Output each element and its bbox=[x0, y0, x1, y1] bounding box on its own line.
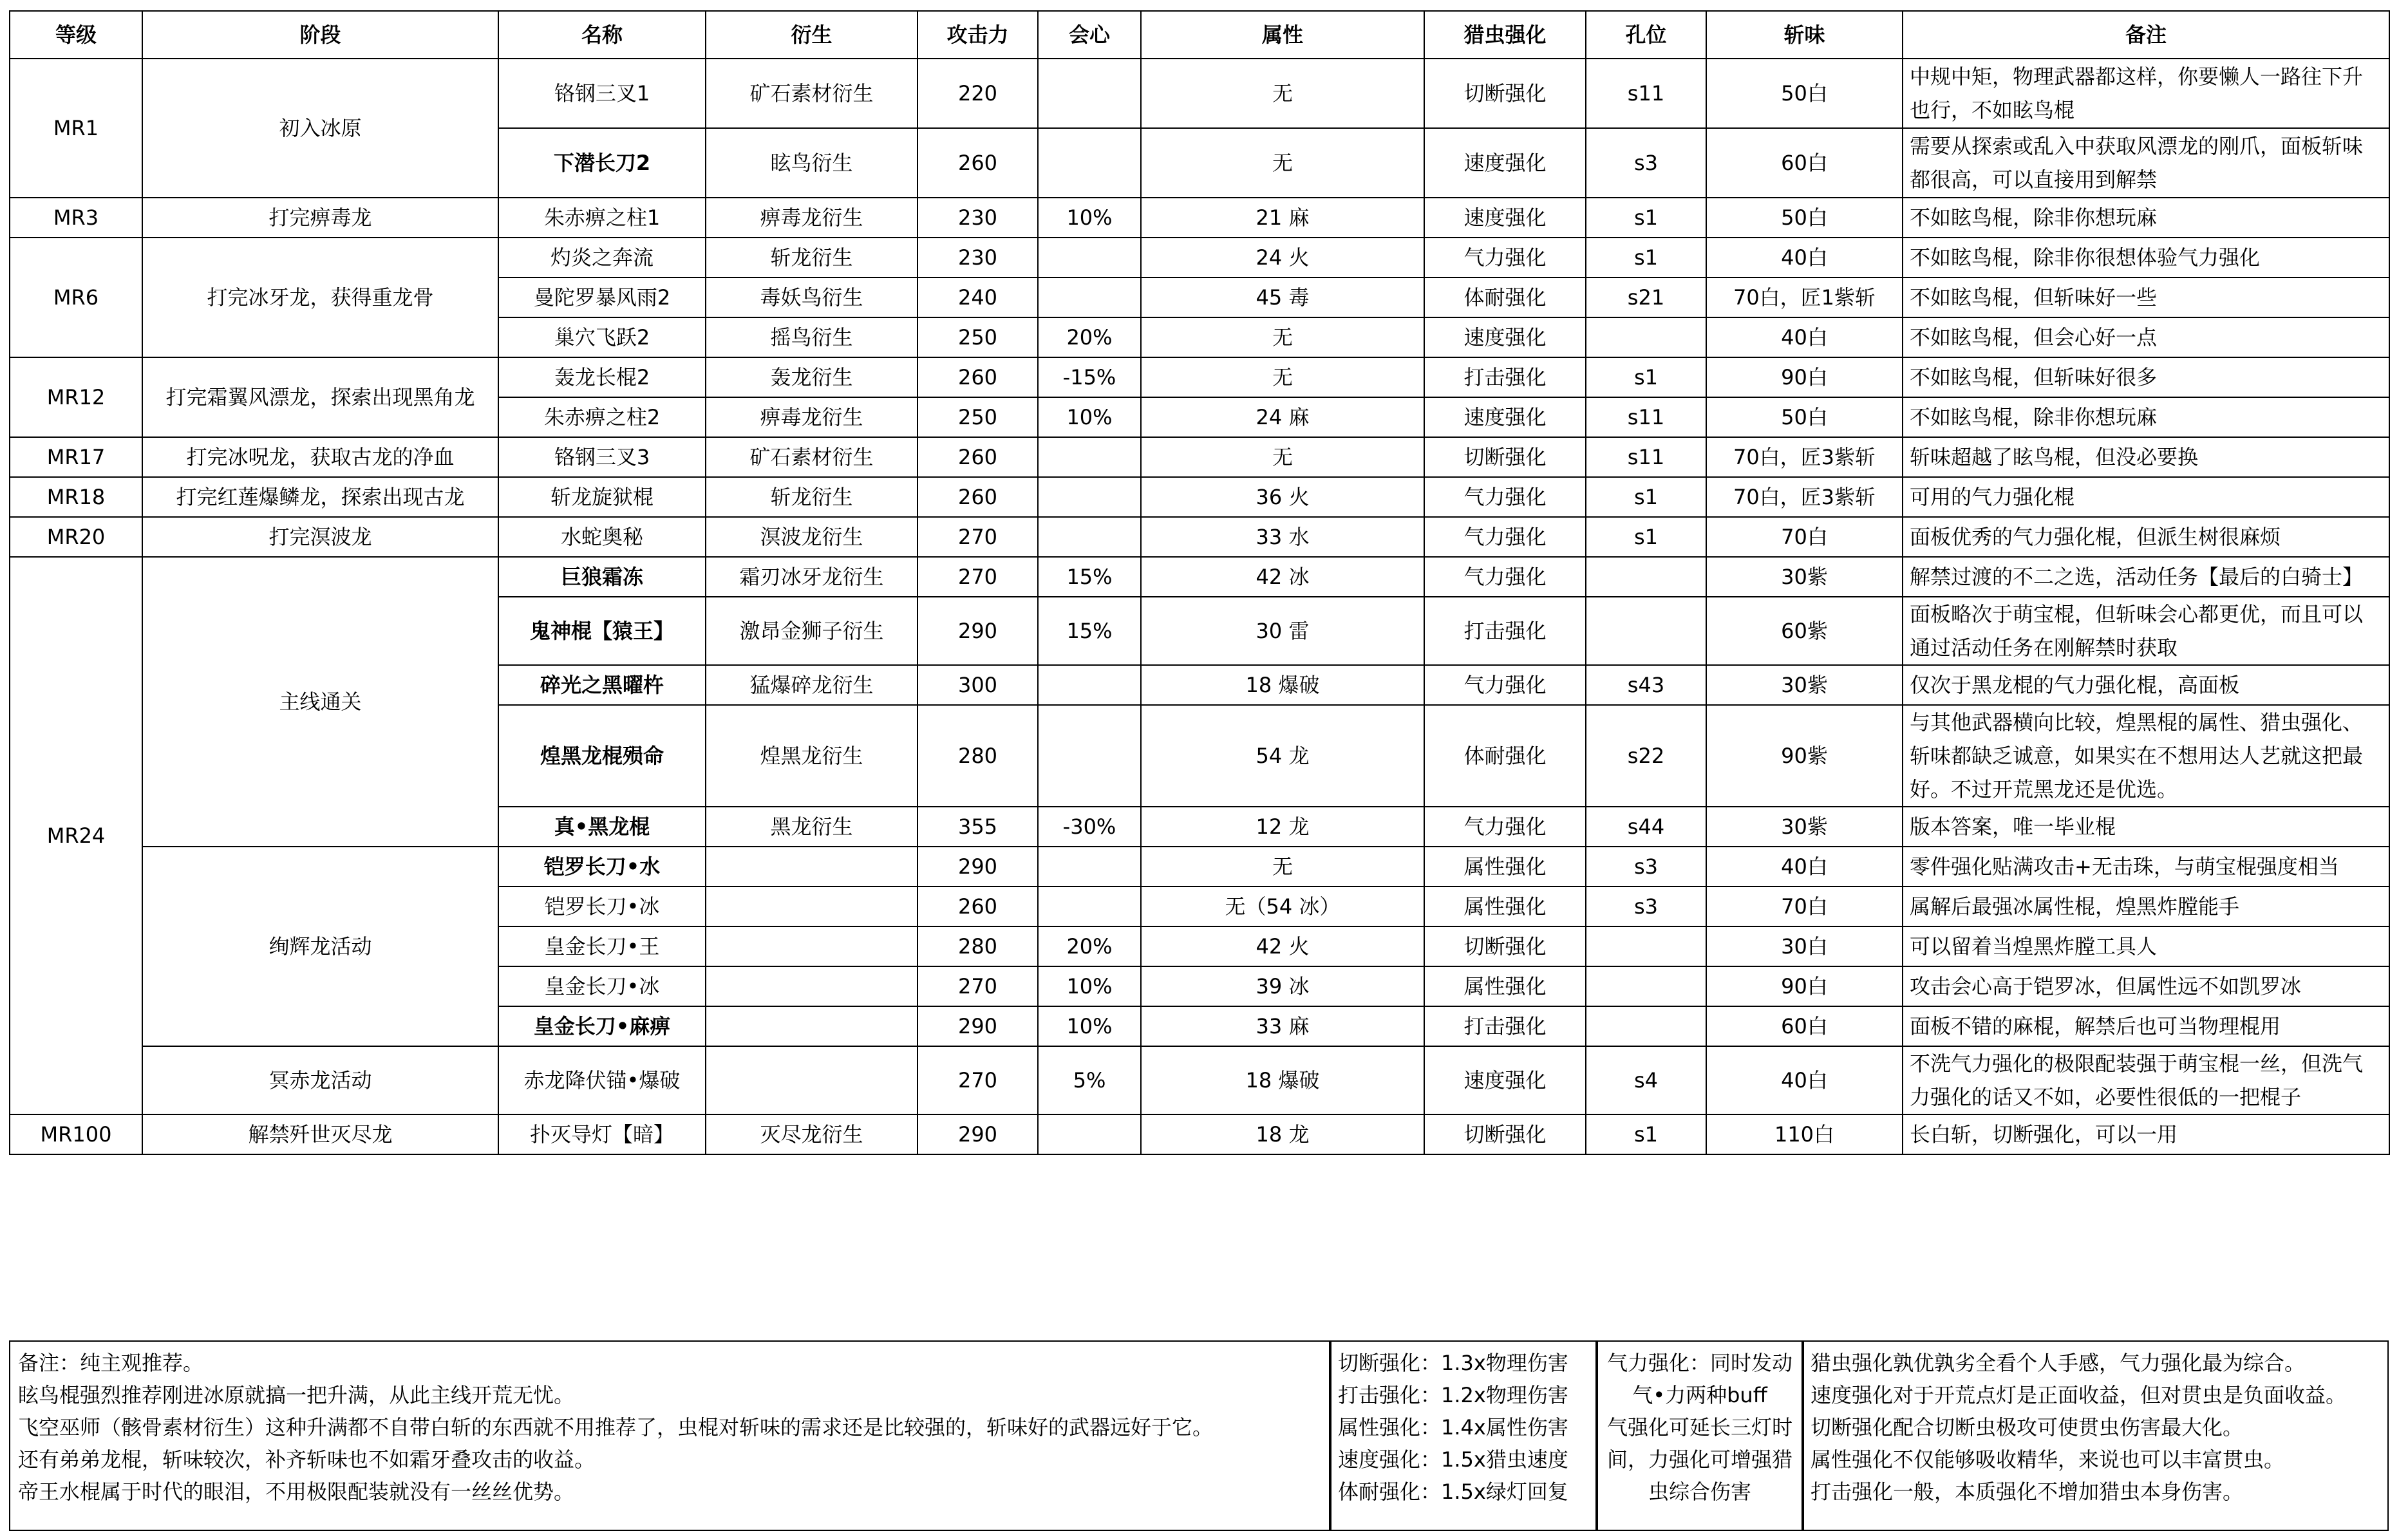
crit-cell bbox=[1038, 665, 1141, 705]
attack-cell: 250 bbox=[917, 397, 1038, 437]
element-cell: 39 冰 bbox=[1141, 966, 1424, 1006]
crit-cell bbox=[1038, 277, 1141, 317]
sharpness-cell: 70白 bbox=[1706, 517, 1903, 557]
kinsect-bonus-cell: 速度强化 bbox=[1424, 128, 1586, 198]
attack-cell: 260 bbox=[917, 357, 1038, 397]
remark-cell: 不洗气力强化的极限配装强于萌宝棍一丝，但洗气力强化的话又不如，必要性很低的一把棍子 bbox=[1903, 1046, 2389, 1114]
remark-cell: 面板优秀的气力强化棍，但派生树很麻烦 bbox=[1903, 517, 2389, 557]
sharpness-cell: 90紫 bbox=[1706, 705, 1903, 807]
crit-cell: 10% bbox=[1038, 1006, 1141, 1046]
table-row bbox=[10, 437, 2389, 477]
level-cell: MR1 bbox=[10, 59, 142, 198]
kinsect-bonus-cell: 气力强化 bbox=[1424, 238, 1586, 277]
sharpness-cell: 40白 bbox=[1706, 847, 1903, 887]
attack-cell: 260 bbox=[917, 128, 1038, 198]
slot-cell bbox=[1586, 317, 1706, 357]
stage-cell: 冥赤龙活动 bbox=[142, 1046, 498, 1114]
derive-cell bbox=[706, 887, 917, 926]
table-row bbox=[10, 59, 2389, 128]
column-header: 攻击力 bbox=[917, 11, 1038, 59]
slot-cell: s1 bbox=[1586, 238, 1706, 277]
derive-cell: 轰龙衍生 bbox=[706, 357, 917, 397]
weapon-name: 赤龙降伏锚•爆破 bbox=[498, 1046, 706, 1114]
column-header: 孔位 bbox=[1586, 11, 1706, 59]
remark-cell: 零件强化贴满攻击+无击珠，与萌宝棍强度相当 bbox=[1903, 847, 2389, 887]
level-cell: MR18 bbox=[10, 477, 142, 517]
attack-cell: 230 bbox=[917, 198, 1038, 238]
kinsect-bonus-cell: 打击强化 bbox=[1424, 357, 1586, 397]
derive-cell: 毒妖鸟衍生 bbox=[706, 277, 917, 317]
derive-cell: 灭尽龙衍生 bbox=[706, 1114, 917, 1154]
weapon-name: 鬼神棍【猿王】 bbox=[498, 597, 706, 665]
derive-cell: 矿石素材衍生 bbox=[706, 59, 917, 128]
sharpness-cell: 110白 bbox=[1706, 1114, 1903, 1154]
crit-cell: 10% bbox=[1038, 397, 1141, 437]
crit-cell: 5% bbox=[1038, 1046, 1141, 1114]
column-header: 等级 bbox=[10, 11, 142, 59]
slot-cell: s11 bbox=[1586, 59, 1706, 128]
level-cell: MR3 bbox=[10, 198, 142, 238]
remark-cell: 中规中矩，物理武器都这样，你要懒人一路往下升也行，不如眩鸟棍 bbox=[1903, 59, 2389, 128]
crit-cell bbox=[1038, 887, 1141, 926]
stage-cell: 绚辉龙活动 bbox=[142, 847, 498, 1046]
weapon-name: 皇金长刀•王 bbox=[498, 926, 706, 966]
weapon-name: 下潜长刀2 bbox=[498, 128, 706, 198]
sharpness-cell: 90白 bbox=[1706, 966, 1903, 1006]
level-cell: MR100 bbox=[10, 1114, 142, 1154]
slot-cell: s1 bbox=[1586, 1114, 1706, 1154]
sharpness-cell: 70白，匠3紫斩 bbox=[1706, 437, 1903, 477]
element-cell: 无 bbox=[1141, 357, 1424, 397]
crit-cell: 10% bbox=[1038, 198, 1141, 238]
level-cell: MR24 bbox=[10, 557, 142, 1114]
attack-cell: 260 bbox=[917, 887, 1038, 926]
remark-cell: 属解后最强冰属性棍，煌黑炸膛能手 bbox=[1903, 887, 2389, 926]
remark-cell: 与其他武器横向比较，煌黑棍的属性、猎虫强化、斩味都缺乏诚意，如果实在不想用达人艺就这把最好。不过开荒黑龙还是优选。 bbox=[1903, 705, 2389, 807]
weapon-name: 铠罗长刀•冰 bbox=[498, 887, 706, 926]
derive-cell bbox=[706, 1006, 917, 1046]
stage-cell: 打完冰呪龙，获取古龙的净血 bbox=[142, 437, 498, 477]
remark-cell: 不如眩鸟棍，但会心好一点 bbox=[1903, 317, 2389, 357]
derive-cell: 摇鸟衍生 bbox=[706, 317, 917, 357]
slot-cell bbox=[1586, 597, 1706, 665]
weapon-name: 煌黑龙棍殒命 bbox=[498, 705, 706, 807]
column-header: 备注 bbox=[1903, 11, 2389, 59]
crit-cell bbox=[1038, 238, 1141, 277]
remark-cell: 解禁过渡的不二之选，活动任务【最后的白骑士】 bbox=[1903, 557, 2389, 597]
weapon-name: 朱赤痹之柱2 bbox=[498, 397, 706, 437]
stage-cell: 解禁歼世灭尽龙 bbox=[142, 1114, 498, 1154]
crit-cell bbox=[1038, 1114, 1141, 1154]
attack-cell: 270 bbox=[917, 1046, 1038, 1114]
kinsect-bonus-cell: 气力强化 bbox=[1424, 557, 1586, 597]
weapon-name: 朱赤痹之柱1 bbox=[498, 198, 706, 238]
kinsect-bonus-cell: 速度强化 bbox=[1424, 198, 1586, 238]
crit-cell bbox=[1038, 847, 1141, 887]
kinsect-bonus-cell: 属性强化 bbox=[1424, 847, 1586, 887]
derive-cell: 斩龙衍生 bbox=[706, 238, 917, 277]
slot-cell: s21 bbox=[1586, 277, 1706, 317]
slot-cell: s11 bbox=[1586, 437, 1706, 477]
slot-cell: s44 bbox=[1586, 807, 1706, 847]
derive-cell: 激昂金狮子衍生 bbox=[706, 597, 917, 665]
crit-cell bbox=[1038, 705, 1141, 807]
sharpness-cell: 50白 bbox=[1706, 59, 1903, 128]
element-cell: 33 水 bbox=[1141, 517, 1424, 557]
table-row bbox=[10, 477, 2389, 517]
remark-cell: 长白斩，切断强化，可以一用 bbox=[1903, 1114, 2389, 1154]
column-header: 属性 bbox=[1141, 11, 1424, 59]
weapon-name: 灼炎之奔流 bbox=[498, 238, 706, 277]
weapon-name: 碎光之黑曜杵 bbox=[498, 665, 706, 705]
table-row bbox=[10, 1046, 2389, 1114]
attack-cell: 250 bbox=[917, 317, 1038, 357]
element-cell: 42 火 bbox=[1141, 926, 1424, 966]
attack-cell: 290 bbox=[917, 597, 1038, 665]
slot-cell: s3 bbox=[1586, 128, 1706, 198]
derive-cell: 黑龙衍生 bbox=[706, 807, 917, 847]
crit-cell bbox=[1038, 517, 1141, 557]
remark-cell: 面板略次于萌宝棍，但斩味会心都更优，而且可以通过活动任务在刚解禁时获取 bbox=[1903, 597, 2389, 665]
attack-cell: 270 bbox=[917, 966, 1038, 1006]
kinsect-bonus-cell: 切断强化 bbox=[1424, 59, 1586, 128]
derive-cell bbox=[706, 926, 917, 966]
kinsect-bonus-cell: 速度强化 bbox=[1424, 397, 1586, 437]
slot-cell bbox=[1586, 557, 1706, 597]
kinsect-bonus-cell: 切断强化 bbox=[1424, 437, 1586, 477]
attack-cell: 270 bbox=[917, 517, 1038, 557]
crit-cell: 20% bbox=[1038, 317, 1141, 357]
sharpness-cell: 40白 bbox=[1706, 1046, 1903, 1114]
slot-cell bbox=[1586, 1006, 1706, 1046]
element-cell: 42 冰 bbox=[1141, 557, 1424, 597]
weapon-name: 斩龙旋狱棍 bbox=[498, 477, 706, 517]
remark-cell: 仅次于黑龙棍的气力强化棍，高面板 bbox=[1903, 665, 2389, 705]
sharpness-cell: 40白 bbox=[1706, 238, 1903, 277]
weapon-name: 扑灭导灯【暗】 bbox=[498, 1114, 706, 1154]
stage-cell: 初入冰原 bbox=[142, 59, 498, 198]
crit-cell: -30% bbox=[1038, 807, 1141, 847]
derive-cell: 煌黑龙衍生 bbox=[706, 705, 917, 807]
attack-cell: 220 bbox=[917, 59, 1038, 128]
derive-cell: 猛爆碎龙衍生 bbox=[706, 665, 917, 705]
weapon-name: 巢穴飞跃2 bbox=[498, 317, 706, 357]
weapon-name: 铬钢三叉3 bbox=[498, 437, 706, 477]
remark-cell: 可以留着当煌黑炸膛工具人 bbox=[1903, 926, 2389, 966]
attack-cell: 230 bbox=[917, 238, 1038, 277]
element-cell: 无 bbox=[1141, 59, 1424, 128]
crit-cell bbox=[1038, 477, 1141, 517]
weapon-name: 巨狼霜冻 bbox=[498, 557, 706, 597]
attack-cell: 280 bbox=[917, 705, 1038, 807]
element-cell: 12 龙 bbox=[1141, 807, 1424, 847]
sharpness-cell: 50白 bbox=[1706, 198, 1903, 238]
kinsect-bonus-cell: 切断强化 bbox=[1424, 1114, 1586, 1154]
attack-cell: 290 bbox=[917, 1006, 1038, 1046]
kinsect-bonus-cell: 打击强化 bbox=[1424, 1006, 1586, 1046]
slot-cell: s1 bbox=[1586, 198, 1706, 238]
sharpness-cell: 30紫 bbox=[1706, 807, 1903, 847]
derive-cell bbox=[706, 847, 917, 887]
slot-cell: s43 bbox=[1586, 665, 1706, 705]
sharpness-cell: 60紫 bbox=[1706, 597, 1903, 665]
kinsect-bonus-cell: 属性强化 bbox=[1424, 966, 1586, 1006]
sharpness-cell: 70白，匠3紫斩 bbox=[1706, 477, 1903, 517]
element-cell: 18 龙 bbox=[1141, 1114, 1424, 1154]
sharpness-cell: 30紫 bbox=[1706, 665, 1903, 705]
derive-cell: 霜刃冰牙龙衍生 bbox=[706, 557, 917, 597]
sharpness-cell: 30紫 bbox=[1706, 557, 1903, 597]
table-row bbox=[10, 357, 2389, 397]
slot-cell bbox=[1586, 926, 1706, 966]
stage-cell: 主线通关 bbox=[142, 557, 498, 847]
slot-cell: s3 bbox=[1586, 847, 1706, 887]
remark-cell: 不如眩鸟棍，除非你想玩麻 bbox=[1903, 397, 2389, 437]
element-cell: 24 火 bbox=[1141, 238, 1424, 277]
slot-cell: s1 bbox=[1586, 477, 1706, 517]
kinsect-bonus-cell: 切断强化 bbox=[1424, 926, 1586, 966]
slot-cell: s11 bbox=[1586, 397, 1706, 437]
attack-cell: 300 bbox=[917, 665, 1038, 705]
attack-cell: 290 bbox=[917, 1114, 1038, 1154]
attack-cell: 240 bbox=[917, 277, 1038, 317]
slot-cell bbox=[1586, 966, 1706, 1006]
column-header: 阶段 bbox=[142, 11, 498, 59]
crit-cell: -15% bbox=[1038, 357, 1141, 397]
element-cell: 无 bbox=[1141, 437, 1424, 477]
weapon-name: 轰龙长棍2 bbox=[498, 357, 706, 397]
sharpness-cell: 70白，匠1紫斩 bbox=[1706, 277, 1903, 317]
sharpness-cell: 50白 bbox=[1706, 397, 1903, 437]
column-header: 会心 bbox=[1038, 11, 1141, 59]
remark-cell: 斩味超越了眩鸟棍，但没必要换 bbox=[1903, 437, 2389, 477]
derive-cell bbox=[706, 1046, 917, 1114]
level-cell: MR17 bbox=[10, 437, 142, 477]
kinsect-bonus-cell: 气力强化 bbox=[1424, 807, 1586, 847]
sharpness-cell: 70白 bbox=[1706, 887, 1903, 926]
header-row bbox=[10, 11, 2389, 59]
element-cell: 33 麻 bbox=[1141, 1006, 1424, 1046]
kinsect-bonus-cell: 气力强化 bbox=[1424, 477, 1586, 517]
kinsect-bonus-cell: 打击强化 bbox=[1424, 597, 1586, 665]
element-cell: 18 爆破 bbox=[1141, 1046, 1424, 1114]
stage-cell: 打完红莲爆鳞龙，探索出现古龙 bbox=[142, 477, 498, 517]
derive-cell: 溟波龙衍生 bbox=[706, 517, 917, 557]
derive-cell bbox=[706, 966, 917, 1006]
level-cell: MR6 bbox=[10, 238, 142, 357]
weapon-name: 铬钢三叉1 bbox=[498, 59, 706, 128]
attack-cell: 280 bbox=[917, 926, 1038, 966]
column-header: 名称 bbox=[498, 11, 706, 59]
weapon-name: 皇金长刀•冰 bbox=[498, 966, 706, 1006]
remark-cell: 不如眩鸟棍，除非你想玩麻 bbox=[1903, 198, 2389, 238]
kinsect-bonus-cell: 气力强化 bbox=[1424, 517, 1586, 557]
sharpness-cell: 90白 bbox=[1706, 357, 1903, 397]
weapon-table bbox=[9, 10, 2390, 1155]
remark-cell: 攻击会心高于铠罗冰，但属性远不如凯罗冰 bbox=[1903, 966, 2389, 1006]
footer-notes: 备注：纯主观推荐。 眩鸟棍强烈推荐刚进冰原就搞一把升满，从此主线开荒无忧。 飞空巫师（骸骨素材衍生）这种升满都不自带白斩的东西就不用推荐了，虫棍对斩味的需求还是比较强的，斩味好的武器远好于它。 还有弟弟龙棍，斩味较次，补齐斩味也不如霜牙叠攻击的收益。 帝王水棍属于时代的眼泪，不用极限配装就没有一丝丝优势。 bbox=[9, 1340, 1330, 1531]
element-cell: 36 火 bbox=[1141, 477, 1424, 517]
slot-cell: s4 bbox=[1586, 1046, 1706, 1114]
remark-cell: 不如眩鸟棍，但斩味好一些 bbox=[1903, 277, 2389, 317]
element-cell: 无 bbox=[1141, 128, 1424, 198]
remark-cell: 版本答案，唯一毕业棍 bbox=[1903, 807, 2389, 847]
element-cell: 21 麻 bbox=[1141, 198, 1424, 238]
sharpness-cell: 40白 bbox=[1706, 317, 1903, 357]
stage-cell: 打完痹毒龙 bbox=[142, 198, 498, 238]
crit-cell: 15% bbox=[1038, 557, 1141, 597]
element-cell: 无（54 冰） bbox=[1141, 887, 1424, 926]
element-cell: 18 爆破 bbox=[1141, 665, 1424, 705]
crit-cell bbox=[1038, 437, 1141, 477]
footer-gas-note: 气力强化：同时发动气•力两种buff 气强化可延长三灯时间，力强化可增强猎虫综合伤害 bbox=[1597, 1340, 1803, 1531]
footer-multipliers: 切断强化：1.3x物理伤害 打击强化：1.2x物理伤害 属性强化：1.4x属性伤害 速度强化：1.5x猎虫速度 体耐强化：1.5x绿灯回复 bbox=[1330, 1340, 1597, 1531]
kinsect-bonus-cell: 属性强化 bbox=[1424, 887, 1586, 926]
weapon-name: 皇金长刀•麻痹 bbox=[498, 1006, 706, 1046]
element-cell: 无 bbox=[1141, 317, 1424, 357]
weapon-name: 铠罗长刀•水 bbox=[498, 847, 706, 887]
sharpness-cell: 60白 bbox=[1706, 128, 1903, 198]
table-row bbox=[10, 238, 2389, 277]
slot-cell: s1 bbox=[1586, 517, 1706, 557]
element-cell: 54 龙 bbox=[1141, 705, 1424, 807]
slot-cell: s3 bbox=[1586, 887, 1706, 926]
crit-cell: 10% bbox=[1038, 966, 1141, 1006]
kinsect-bonus-cell: 速度强化 bbox=[1424, 317, 1586, 357]
sharpness-cell: 60白 bbox=[1706, 1006, 1903, 1046]
table-row bbox=[10, 517, 2389, 557]
level-cell: MR12 bbox=[10, 357, 142, 437]
attack-cell: 290 bbox=[917, 847, 1038, 887]
remark-cell: 面板不错的麻棍，解禁后也可当物理棍用 bbox=[1903, 1006, 2389, 1046]
attack-cell: 355 bbox=[917, 807, 1038, 847]
slot-cell: s1 bbox=[1586, 357, 1706, 397]
derive-cell: 眩鸟衍生 bbox=[706, 128, 917, 198]
table-row bbox=[10, 198, 2389, 238]
slot-cell: s22 bbox=[1586, 705, 1706, 807]
stage-cell: 打完溟波龙 bbox=[142, 517, 498, 557]
element-cell: 24 麻 bbox=[1141, 397, 1424, 437]
weapon-name: 真•黑龙棍 bbox=[498, 807, 706, 847]
kinsect-bonus-cell: 速度强化 bbox=[1424, 1046, 1586, 1114]
remark-cell: 可用的气力强化棍 bbox=[1903, 477, 2389, 517]
weapon-name: 曼陀罗暴风雨2 bbox=[498, 277, 706, 317]
crit-cell: 15% bbox=[1038, 597, 1141, 665]
kinsect-bonus-cell: 气力强化 bbox=[1424, 665, 1586, 705]
crit-cell bbox=[1038, 59, 1141, 128]
attack-cell: 260 bbox=[917, 477, 1038, 517]
table-row bbox=[10, 847, 2389, 887]
attack-cell: 260 bbox=[917, 437, 1038, 477]
derive-cell: 矿石素材衍生 bbox=[706, 437, 917, 477]
remark-cell: 不如眩鸟棍，除非你很想体验气力强化 bbox=[1903, 238, 2389, 277]
column-header: 猎虫强化 bbox=[1424, 11, 1586, 59]
remark-cell: 不如眩鸟棍，但斩味好很多 bbox=[1903, 357, 2389, 397]
remark-cell: 需要从探索或乱入中获取风漂龙的刚爪，面板斩味都很高，可以直接用到解禁 bbox=[1903, 128, 2389, 198]
kinsect-bonus-cell: 体耐强化 bbox=[1424, 705, 1586, 807]
weapon-name: 水蛇奥秘 bbox=[498, 517, 706, 557]
derive-cell: 斩龙衍生 bbox=[706, 477, 917, 517]
level-cell: MR20 bbox=[10, 517, 142, 557]
element-cell: 45 毒 bbox=[1141, 277, 1424, 317]
column-header: 衍生 bbox=[706, 11, 917, 59]
table-row bbox=[10, 557, 2389, 597]
attack-cell: 270 bbox=[917, 557, 1038, 597]
table-row bbox=[10, 1114, 2389, 1154]
crit-cell bbox=[1038, 128, 1141, 198]
stage-cell: 打完霜翼风漂龙，探索出现黑角龙 bbox=[142, 357, 498, 437]
derive-cell: 痹毒龙衍生 bbox=[706, 397, 917, 437]
footer-bug-notes: 猎虫强化孰优孰劣全看个人手感，气力强化最为综合。 速度强化对于开荒点灯是正面收益，但对贯虫是负面收益。 切断强化配合切断虫极攻可使贯虫伤害最大化。 属性强化不仅能够吸收精华，来说也可以丰富贯虫。 打击强化一般，本质强化不增加猎虫本身伤害。 bbox=[1803, 1340, 2389, 1531]
element-cell: 30 雷 bbox=[1141, 597, 1424, 665]
table-body bbox=[10, 59, 2389, 1154]
sharpness-cell: 30白 bbox=[1706, 926, 1903, 966]
element-cell: 无 bbox=[1141, 847, 1424, 887]
kinsect-bonus-cell: 体耐强化 bbox=[1424, 277, 1586, 317]
crit-cell: 20% bbox=[1038, 926, 1141, 966]
derive-cell: 痹毒龙衍生 bbox=[706, 198, 917, 238]
column-header: 斩味 bbox=[1706, 11, 1903, 59]
stage-cell: 打完冰牙龙，获得重龙骨 bbox=[142, 238, 498, 357]
